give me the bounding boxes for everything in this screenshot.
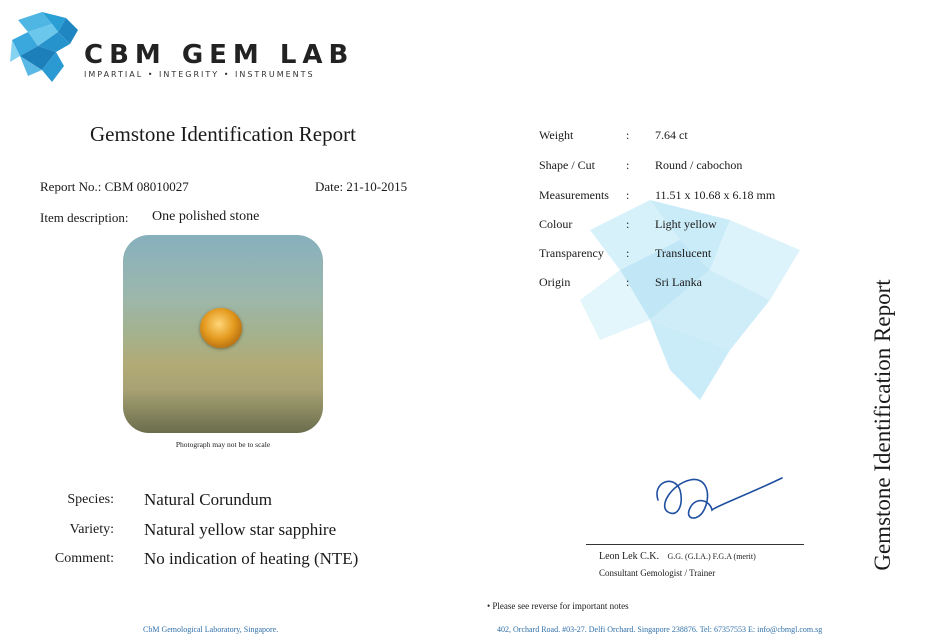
origin-label: Origin xyxy=(539,275,571,289)
comment-label: Comment: xyxy=(54,551,114,566)
report-date-row xyxy=(315,179,407,195)
star-sapphire-image xyxy=(200,308,242,348)
vertical-title-text: Gemstone Identification Report xyxy=(870,279,895,571)
footer-address: 402, Orchard Road. #03-27. Delfi Orchard. Singapore 238876. Tel: 67357553 E: info@cbmgl.com.sg xyxy=(497,625,823,634)
colour-value: Light yellow xyxy=(655,217,717,231)
signatory-credentials: G.G. (G.I.A.) F.G.A (merit) xyxy=(667,552,756,561)
colon: : xyxy=(626,128,630,142)
variety-label: Variety: xyxy=(69,522,114,537)
colon: : xyxy=(626,217,630,231)
signatory-name: Leon Lek C.K. xyxy=(599,551,659,562)
measurements-label: Measurements xyxy=(539,188,609,202)
report-number: CBM 08010027 xyxy=(104,179,189,194)
lab-tagline: IMPARTIAL • INTEGRITY • INSTRUMENTS xyxy=(84,70,315,79)
species-value: Natural Corundum xyxy=(144,490,272,509)
report-number-label: Report No.: xyxy=(40,179,102,194)
colon: : xyxy=(626,188,630,202)
colour-label: Colour xyxy=(539,217,573,231)
lab-name: CBM GEM LAB xyxy=(84,40,355,70)
item-description: One polished stone xyxy=(152,209,260,224)
vertical-report-title xyxy=(868,240,898,610)
variety-value: Natural yellow star sapphire xyxy=(144,520,337,539)
signature-image xyxy=(650,470,790,530)
shape-cut-label: Shape / Cut xyxy=(539,158,595,172)
colon: : xyxy=(626,275,630,289)
gemstone-photo xyxy=(123,235,323,433)
signatory-role: Consultant Gemologist / Trainer xyxy=(599,568,716,578)
origin-value: Sri Lanka xyxy=(655,275,702,289)
report-date-label: Date: xyxy=(315,179,344,194)
shape-cut-value: Round / cabochon xyxy=(655,158,743,172)
colon: : xyxy=(626,158,630,172)
reverse-note: • Please see reverse for important notes xyxy=(487,601,629,611)
signature-line xyxy=(586,544,804,545)
comment-value: No indication of heating (NTE) xyxy=(144,549,359,568)
transparency-value: Translucent xyxy=(655,246,712,260)
lab-logo-icon xyxy=(8,10,80,86)
transparency-label: Transparency xyxy=(539,246,604,260)
report-date: 21-10-2015 xyxy=(346,179,408,194)
weight-label: Weight xyxy=(539,128,574,142)
item-description-label: Item description: xyxy=(40,210,129,225)
signatory-row xyxy=(599,551,756,562)
footer-lab-name: CbM Gemological Laboratory, Singapore. xyxy=(143,625,279,634)
species-label: Species: xyxy=(67,492,114,507)
colon: : xyxy=(626,246,630,260)
photo-caption: Photograph may not be to scale xyxy=(175,440,271,449)
report-number-row xyxy=(40,179,189,195)
report-title: Gemstone Identification Report xyxy=(90,122,356,146)
measurements-value: 11.51 x 10.68 x 6.18 mm xyxy=(655,188,776,202)
weight-value: 7.64 ct xyxy=(655,128,688,142)
